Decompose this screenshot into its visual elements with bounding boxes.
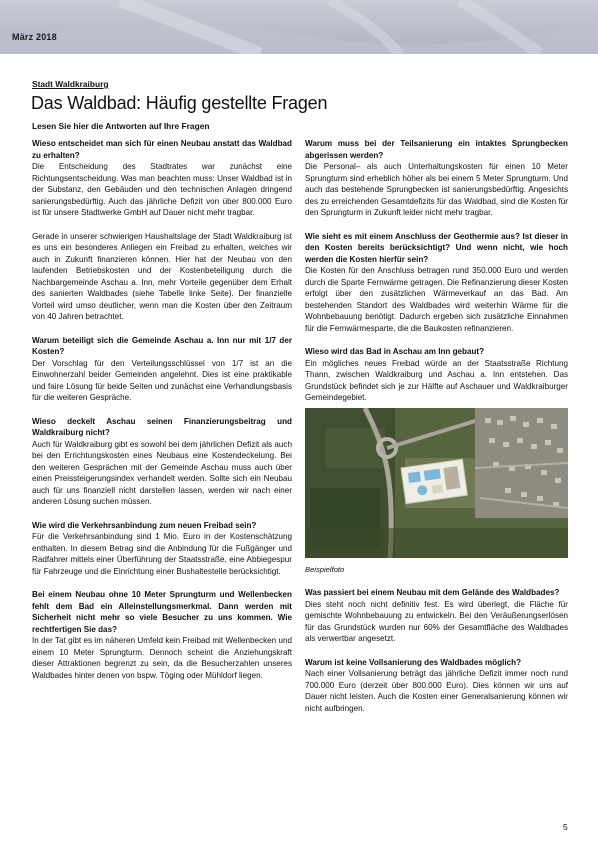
section-kicker: Stadt Waldkraiburg: [32, 79, 109, 89]
answer-text: Auch für Waldkraiburg gibt es sowohl bei dem jährlichen Defizit als auch bei den Errichtungskosten eines Neubaus eine Kostendeckelung. Bei den weiteren Gesprächen mit der Gemeinde Aschau muss auch über einen Preissteigerungsindex verhandelt werden. Sollte sich ein Neubau auch für uns finanziell nicht darstellen lassen, werden wir nach einer anderen Lösung suchen müssen.: [32, 439, 292, 506]
right-column: [305, 138, 568, 714]
answer-text: In der Tat gibt es im näheren Umfeld kein Freibad mit Wellenbecken und einem 10 Meter Sprungturm. Dennoch scheint die Anziehungskraft dieser Attraktionen begrenzt zu sein, da die Besucherzahlen unseres Waldbades hinter denen von bspw. Töging oder Mühldorf liegen.: [32, 636, 292, 680]
page-subtitle: Lesen Sie hier die Antworten auf Ihre Fragen: [32, 121, 210, 131]
question-heading: Wieso wird das Bad in Aschau am Inn gebaut?: [305, 347, 485, 356]
page-title: Das Waldbad: Häufig gestellte Fragen: [31, 93, 328, 113]
answer-text: Die Personal– als auch Unterhaltungskosten für einen 10 Meter Sprungturm sind erheblich höher als bei einem 5 Meter Sprungturm. Und auch das bestehende Sprungbecken ist sanierungsbedürftig. Angesichts des zu erreichenden Gesamtdefizits für das Waldbad, sind die Kosten für den Sprungturm in Zukunft leider nicht mehr tragbar.: [305, 162, 568, 217]
header-wave-decoration: [0, 0, 598, 54]
question-heading: Wieso deckelt Aschau seinen Finanzierungsbeitrag und Waldkraiburg nicht?: [32, 416, 292, 437]
photo-caption: Beispielfoto: [305, 564, 345, 574]
issue-date: März 2018: [12, 32, 57, 42]
answer-text: Nach einer Vollsanierung beträgt das jährliche Defizit immer noch rund 700.000 Euro (derzeit über 800.000 Euro). Dies können wir uns auf Dauer nicht leisten. Auch die Kosten einer Generalsanierung können wir nicht aufbringen.: [305, 669, 568, 713]
question-heading: Warum muss bei der Teilsanierung ein intaktes Sprungbecken abgerissen werden?: [305, 139, 568, 160]
question-heading: Wieso entscheidet man sich für einen Neubau anstatt das Waldbad zu erhalten?: [32, 139, 292, 160]
header-banner: [0, 0, 598, 54]
answer-text: Die Entscheidung des Stadtrates war zunächst eine Richtungsentscheidung. Was man beachten muss: Unser Waldbad ist in der Substanz, den Gebäuden und den technischen Anlagen dringend sanierungsbedürftig. Auch das jährliche Defizit von über 800.000 Euro ist für unsere Stadtwerke GmbH auf Dauer nicht mehr tragbar.: [32, 162, 292, 217]
question-heading: Was passiert bei einem Neubau mit dem Gelände des Waldbades?: [305, 588, 560, 597]
answer-text: Dies steht noch nicht definitiv fest. Es wird überlegt, die Fläche für gemischte Wohnbebauung zu entwickeln. Bei den Veräußerungserlösen für das Grundstück wurden nur 60% der Gesamtfläche des Waldbades als verwertbar angesetzt.: [305, 599, 568, 643]
question-heading: Wie sieht es mit einem Anschluss der Geothermie aus? Ist dieser in den Kosten bereits berücksichtigt? Und wenn nicht, wie hoch werden die Kosten hierfür sein?: [305, 231, 568, 264]
left-column: [32, 138, 292, 681]
question-heading: Warum ist keine Vollsanierung des Waldbades möglich?: [305, 657, 522, 667]
aerial-photo: [305, 408, 568, 558]
answer-text: Der Vorschlag für den Verteilungsschlüssel von 1/7 ist an die Einwohnerzahl beider Gemeinden angelehnt. Dies ist eine praktikable und faire Lösung für beide Seiten und zunächst eine Verhandlungsbasis für die weiteren Gespräche.: [32, 358, 292, 402]
answer-text: Ein mögliches neues Freibad würde an der Staatsstraße Richtung Thann, zwischen Waldkraiburg und Aschau a. Inn entstehen. Das Grundstück befindet sich je zur Hälfte auf Aschauer und Waldkraiburger Gemeindegebiet.: [305, 358, 568, 402]
question-heading: Warum beteiligt sich die Gemeinde Aschau a. Inn nur mit 1/7 der Kosten?: [32, 335, 292, 356]
page-number: 5: [563, 822, 568, 832]
answer-text: Gerade in unserer schwierigen Haushaltslage der Stadt Waldkraiburg ist es uns ein besonderes Anliegen ein Freibad zu erhalten, welches wir auch in Zukunft finanzieren können. Hier hat der Neubau von den laufenden Betriebskosten und der Kostenbeteiligung durch die Nachbargemeinde Aschau a. Inn, mehr Vorteile gegenüber dem Erhalt des sanierten Waldbades (siehe Tabelle linke Seite). Der finanzielle Vorteil wird umso deutlicher, wenn man die Kosten über den Zeitraum von 40 Jahren betrachtet.: [32, 231, 292, 321]
answer-text: Für die Verkehrsanbindung sind 1 Mio. Euro in der Kostenschätzung enthalten. In diesem Betrag sind die Anbindung für die Fußgänger und Radfahrer mittels einer Überführung der Staatsstraße, eine Abbiegespur für Fahrzeuge und die Einrichtung einer Bushaltestelle berücksichtigt.: [32, 532, 292, 576]
answer-text: Die Kosten für den Anschluss betragen rund 350.000 Euro und werden durch die Sparte Fernwärme getragen. Die Refinanzierung dieser Kosten erfolgt über den zusätzlichen Wärmeverkauf an das Bad. Am bestehenden Standort des Waldbades wird weiterhin Wärme für die Wohnbebauung benötigt. Dadurch ergeben sich zusätzliche Einnahmen für die Fernwärmesparte, die die Baukosten refinanzieren.: [305, 266, 568, 333]
question-heading: Wie wird die Verkehrsanbindung zum neuen Freibad sein?: [32, 520, 257, 530]
question-heading: Bei einem Neubau ohne 10 Meter Sprungturm und Wellenbecken fehlt dem Bad ein Alleinstellungsmerkmal. Dann werden mit Sicherheit nicht mehr so viele Besucher zu uns kommen. Wie rechtfertigen Sie das?: [32, 590, 292, 634]
